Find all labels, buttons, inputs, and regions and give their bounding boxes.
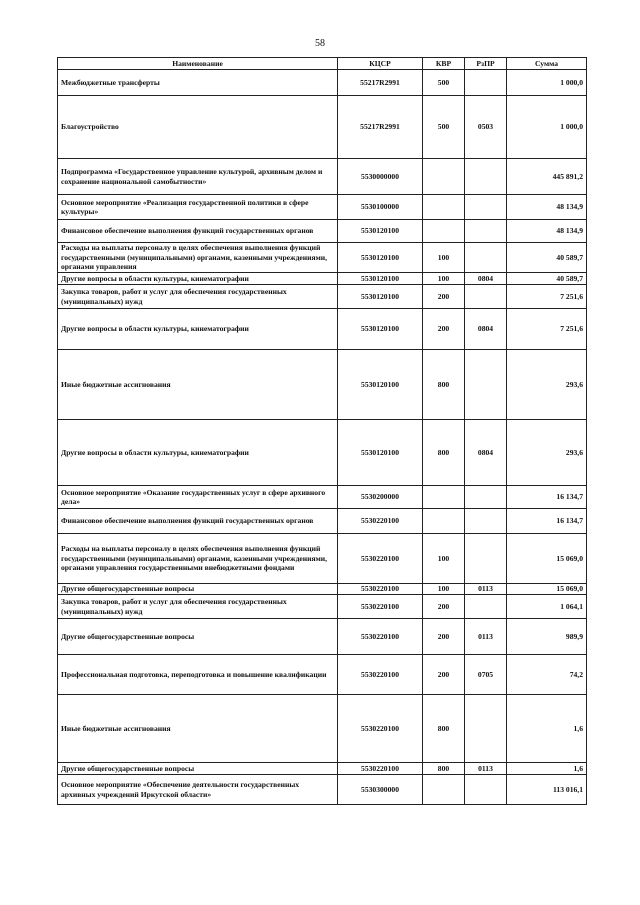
cell-sum: 15 069,0: [507, 534, 587, 584]
cell-kvr: 500: [423, 96, 465, 159]
table-row: [58, 243, 587, 273]
table-row: [58, 695, 587, 763]
cell-name: Иные бюджетные ассигнования: [58, 695, 338, 763]
table-row: [58, 420, 587, 486]
cell-rzpr: [465, 243, 507, 273]
cell-sum: 16 134,7: [507, 486, 587, 509]
cell-rzpr: [465, 534, 507, 584]
table-row: [58, 509, 587, 534]
page-number: 58: [315, 38, 325, 49]
cell-kcsr: 5530300000: [338, 775, 423, 805]
cell-sum: 1 000,0: [507, 70, 587, 96]
table-row: [58, 273, 587, 285]
cell-kvr: [423, 195, 465, 220]
cell-sum: 40 589,7: [507, 243, 587, 273]
cell-kcsr: 5530220100: [338, 595, 423, 619]
table-row: [58, 285, 587, 309]
cell-kcsr: 5530120100: [338, 220, 423, 243]
table-row: [58, 486, 587, 509]
table-row: [58, 534, 587, 584]
cell-kvr: [423, 159, 465, 195]
cell-kvr: 200: [423, 595, 465, 619]
cell-rzpr: [465, 159, 507, 195]
table-row: [58, 159, 587, 195]
cell-name: Основное мероприятие «Реализация государственной политики в сфере культуры»: [58, 195, 338, 220]
cell-name: Основное мероприятие «Обеспечение деятельности государственных архивных учреждений Иркутской области»: [58, 775, 338, 805]
table-row: [58, 96, 587, 159]
table-header-row: [58, 58, 587, 70]
cell-name: Расходы на выплаты персоналу в целях обеспечения выполнения функций государственными (муниципальными) органами, казенными учреждениями, органами управления: [58, 243, 338, 273]
cell-name: Финансовое обеспечение выполнения функций государственных органов: [58, 509, 338, 534]
cell-sum: 40 589,7: [507, 273, 587, 285]
cell-rzpr: [465, 285, 507, 309]
table-row: [58, 595, 587, 619]
cell-kcsr: 5530120100: [338, 273, 423, 285]
table-row: [58, 220, 587, 243]
cell-sum: 989,9: [507, 619, 587, 655]
cell-rzpr: [465, 695, 507, 763]
cell-kvr: 500: [423, 70, 465, 96]
cell-kcsr: 5530220100: [338, 509, 423, 534]
cell-kcsr: 5530220100: [338, 695, 423, 763]
cell-rzpr: 0113: [465, 619, 507, 655]
cell-sum: 7 251,6: [507, 309, 587, 350]
column-header-kcsr: КЦСР: [338, 58, 423, 70]
cell-rzpr: 0804: [465, 309, 507, 350]
cell-kvr: 200: [423, 309, 465, 350]
cell-sum: 48 134,9: [507, 195, 587, 220]
cell-sum: 74,2: [507, 655, 587, 695]
table-row: [58, 775, 587, 805]
table-row: [58, 655, 587, 695]
cell-name: Расходы на выплаты персоналу в целях обеспечения выполнения функций государственными (муниципальными) органами, казенными учреждениями, органами управления государственными внебюджетными фондами: [58, 534, 338, 584]
cell-name: Другие общегосударственные вопросы: [58, 763, 338, 775]
cell-name: Другие общегосударственные вопросы: [58, 619, 338, 655]
cell-kvr: 200: [423, 655, 465, 695]
cell-kcsr: 5530220100: [338, 584, 423, 595]
budget-table: [57, 57, 587, 805]
cell-kcsr: 5530120100: [338, 350, 423, 420]
table-row: [58, 619, 587, 655]
cell-sum: 48 134,9: [507, 220, 587, 243]
cell-name: Основное мероприятие «Оказание государственных услуг в сфере архивного дела»: [58, 486, 338, 509]
cell-rzpr: 0804: [465, 273, 507, 285]
cell-name: Закупка товаров, работ и услуг для обеспечения государственных (муниципальных) нужд: [58, 285, 338, 309]
cell-name: Другие вопросы в области культуры, кинематографии: [58, 273, 338, 285]
cell-kcsr: 5530000000: [338, 159, 423, 195]
cell-kcsr: 5530120100: [338, 243, 423, 273]
cell-rzpr: 0113: [465, 763, 507, 775]
cell-kcsr: 5530120100: [338, 285, 423, 309]
cell-kcsr: 5530120100: [338, 309, 423, 350]
table-row: [58, 763, 587, 775]
cell-rzpr: [465, 775, 507, 805]
cell-kvr: [423, 220, 465, 243]
table-row: [58, 584, 587, 595]
cell-rzpr: [465, 595, 507, 619]
cell-kvr: 200: [423, 285, 465, 309]
column-header-rzpr: РзПР: [465, 58, 507, 70]
cell-sum: 445 891,2: [507, 159, 587, 195]
cell-rzpr: [465, 220, 507, 243]
cell-rzpr: [465, 70, 507, 96]
cell-kvr: [423, 775, 465, 805]
cell-kvr: [423, 486, 465, 509]
cell-sum: 1 000,0: [507, 96, 587, 159]
cell-kvr: 800: [423, 350, 465, 420]
table-row: [58, 195, 587, 220]
cell-rzpr: 0113: [465, 584, 507, 595]
cell-name: Иные бюджетные ассигнования: [58, 350, 338, 420]
table-row: [58, 309, 587, 350]
cell-rzpr: [465, 195, 507, 220]
cell-rzpr: [465, 486, 507, 509]
cell-sum: 16 134,7: [507, 509, 587, 534]
cell-kvr: [423, 509, 465, 534]
cell-name: Межбюджетные трансферты: [58, 70, 338, 96]
cell-kcsr: 5530100000: [338, 195, 423, 220]
table-row: [58, 70, 587, 96]
cell-sum: 293,6: [507, 350, 587, 420]
cell-name: Другие вопросы в области культуры, кинематографии: [58, 420, 338, 486]
cell-kvr: 100: [423, 243, 465, 273]
column-header-kvr: КВР: [423, 58, 465, 70]
cell-kvr: 200: [423, 619, 465, 655]
cell-kcsr: 5530120100: [338, 420, 423, 486]
cell-sum: 1 064,1: [507, 595, 587, 619]
cell-name: Профессиональная подготовка, переподготовка и повышение квалификации: [58, 655, 338, 695]
cell-kvr: 100: [423, 584, 465, 595]
cell-rzpr: 0705: [465, 655, 507, 695]
cell-kcsr: 55217R2991: [338, 70, 423, 96]
cell-kcsr: 5530220100: [338, 655, 423, 695]
cell-name: Подпрограмма «Государственное управление культурой, архивным делом и сохранение национальной самобытности»: [58, 159, 338, 195]
cell-rzpr: 0804: [465, 420, 507, 486]
cell-sum: 113 016,1: [507, 775, 587, 805]
cell-sum: 1,6: [507, 763, 587, 775]
cell-rzpr: [465, 350, 507, 420]
cell-name: Другие общегосударственные вопросы: [58, 584, 338, 595]
cell-sum: 293,6: [507, 420, 587, 486]
cell-name: Финансовое обеспечение выполнения функций государственных органов: [58, 220, 338, 243]
cell-kcsr: 5530200000: [338, 486, 423, 509]
cell-kcsr: 5530220100: [338, 763, 423, 775]
table-row: [58, 350, 587, 420]
column-header-name: Наименование: [58, 58, 338, 70]
cell-kcsr: 55217R2991: [338, 96, 423, 159]
cell-kvr: 800: [423, 763, 465, 775]
cell-kcsr: 5530220100: [338, 534, 423, 584]
cell-sum: 7 251,6: [507, 285, 587, 309]
cell-kvr: 100: [423, 273, 465, 285]
cell-rzpr: [465, 509, 507, 534]
column-header-sum: Сумма: [507, 58, 587, 70]
cell-kcsr: 5530220100: [338, 619, 423, 655]
cell-kvr: 800: [423, 420, 465, 486]
cell-sum: 15 069,0: [507, 584, 587, 595]
cell-name: Другие вопросы в области культуры, кинематографии: [58, 309, 338, 350]
cell-kvr: 800: [423, 695, 465, 763]
cell-name: Благоустройство: [58, 96, 338, 159]
cell-kvr: 100: [423, 534, 465, 584]
cell-sum: 1,6: [507, 695, 587, 763]
cell-rzpr: 0503: [465, 96, 507, 159]
cell-name: Закупка товаров, работ и услуг для обеспечения государственных (муниципальных) нужд: [58, 595, 338, 619]
